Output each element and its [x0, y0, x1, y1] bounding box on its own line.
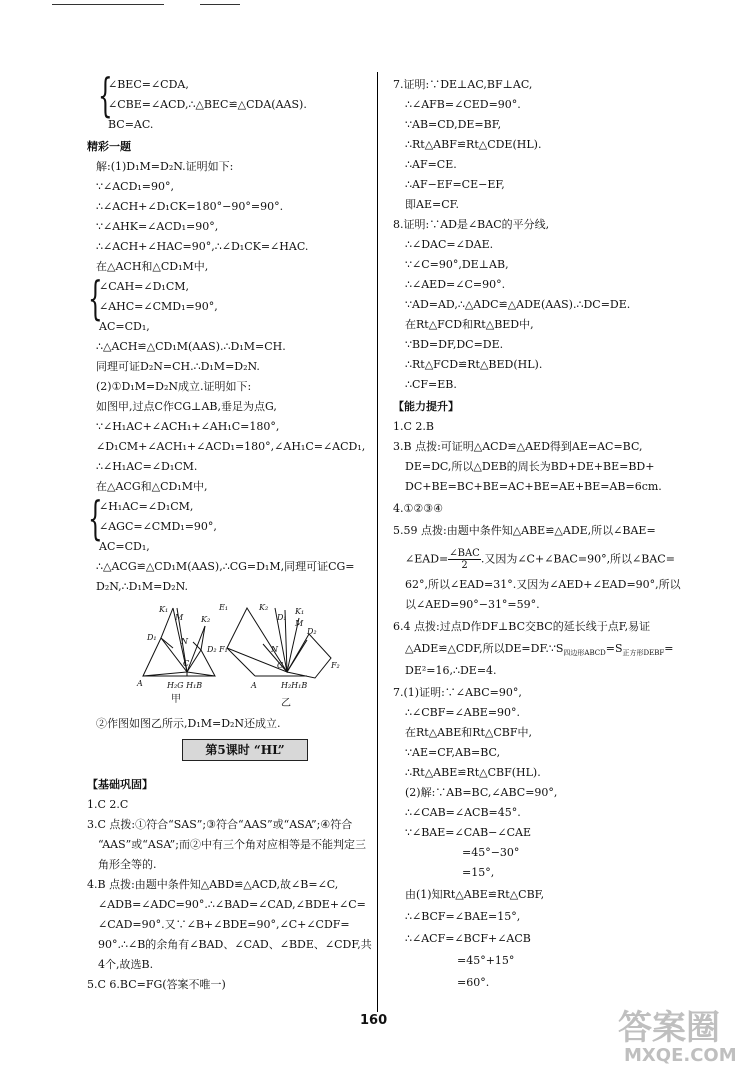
subscript: 四边形ABCD: [563, 649, 606, 658]
answer-line: ∴Rt△FCD≌Rt△BED(HL).: [405, 358, 543, 371]
answer-line: 90°.∴∠B的余角有∠BAD、∠CAD、∠BDE、∠CDF,共: [98, 938, 372, 951]
figure-label-jia: 甲: [171, 694, 181, 705]
text-line: ∴∠H₁AC=∠D₁CM.: [96, 460, 198, 473]
text-fragment: =: [664, 642, 674, 655]
text-line: ∵∠H₁AC+∠ACH₁+∠AH₁C=180°,: [96, 420, 280, 433]
text-line: ∵∠ACD₁=90°,: [96, 180, 175, 193]
column-divider: [377, 72, 378, 1012]
geometry-figures: [135, 598, 355, 710]
answer-line: ∵AD=AD,∴△ADC≌△ADE(AAS).∴DC=DE.: [405, 298, 631, 311]
answer-line: 7.证明:∵DE⊥AC,BF⊥AC,: [393, 78, 533, 91]
answer-line: 在Rt△ABE和Rt△CBF中,: [405, 726, 533, 739]
answer-line: ∴∠BCF=∠BAE=15°,: [405, 910, 521, 923]
section-heading: 【基础巩固】: [87, 778, 153, 791]
text-line: AC=CD₁,: [99, 540, 150, 553]
answer-line: ∴∠AFB=∠CED=90°.: [405, 98, 521, 111]
answer-line: =15°,: [462, 866, 495, 879]
answer-line: 即AE=CF.: [405, 198, 460, 211]
text-line: AC=CD₁,: [99, 320, 150, 333]
fraction: [448, 548, 481, 571]
answer-line: [405, 642, 673, 660]
answer-line: DE=DC,所以△DEB的周长为BD+DE+BE=BD+: [405, 460, 655, 473]
fraction-denominator: 2: [461, 560, 468, 571]
text-line: ∠D₁CM+∠ACH₁+∠ACD₁=180°,∠AH₁C=∠ACD₁,: [96, 440, 366, 453]
top-rule: [52, 4, 164, 5]
svg-text:H₂G H₁B: H₂G H₁B: [167, 681, 203, 690]
answer-line: 由(1)知Rt△ABE≌Rt△CBF,: [405, 888, 545, 901]
text-line: 在△ACH和△CD₁M中,: [96, 260, 209, 273]
page-number: 160: [360, 1013, 388, 1028]
answer-line: ∴∠ACF=∠BCF+∠ACB: [405, 932, 531, 945]
answer-line: 7.(1)证明:∵∠ABC=90°,: [393, 686, 522, 699]
answer-line: =60°.: [457, 976, 490, 989]
text-line: ∠H₁AC=∠D₁CM,: [99, 500, 194, 513]
answer-line: 62°,所以∠EAD=31°.又因为∠AED+∠EAD=90°,所以: [405, 578, 681, 591]
answer-line: ∴∠DAC=∠DAE.: [405, 238, 494, 251]
text-line: ∠CAH=∠D₁CM,: [99, 280, 190, 293]
svg-text:C: C: [183, 659, 190, 668]
svg-text:D₂: D₂: [307, 627, 317, 636]
answer-line: 在Rt△FCD和Rt△BED中,: [405, 318, 534, 331]
text-line: ∴△ACG≌△CD₁M(AAS),∴CG=D₁M,同理可证CG=: [96, 560, 355, 573]
answer-line: 1.C 2.C: [87, 798, 129, 811]
text-line: ②作图如图乙所示,D₁M=D₂N还成立.: [96, 717, 281, 730]
svg-text:A: A: [251, 681, 257, 690]
text-fragment: △ADE≌△CDF,所以DE=DF.∵S: [405, 642, 564, 655]
brace: {: [88, 491, 103, 545]
svg-text:E₁: E₁: [219, 603, 229, 612]
text-line: ∠BEC=∠CDA,: [108, 78, 189, 91]
text-line: ∠AGC=∠CMD₁=90°,: [99, 520, 217, 533]
answer-line: ∵BD=DF,DC=DE.: [405, 338, 504, 351]
svg-text:K₂: K₂: [201, 615, 211, 624]
section-heading: 精彩一题: [87, 140, 131, 153]
text-line: ∠AHC=∠CMD₁=90°,: [99, 300, 218, 313]
answer-line: ∴CF=EB.: [405, 378, 457, 391]
text-fragment: =S: [605, 642, 623, 655]
answer-line: ∴∠AED=∠C=90°.: [405, 278, 506, 291]
text-line: BC=AC.: [108, 118, 154, 131]
watermark-url: MXQE.COM: [624, 1045, 737, 1066]
text-line: D₂N,∴D₁M=D₂N.: [96, 580, 189, 593]
svg-text:H₂H₁B: H₂H₁B: [281, 681, 308, 690]
svg-text:D₁: D₁: [147, 633, 157, 642]
answer-line: 4.①②③④: [393, 502, 443, 515]
svg-text:M: M: [175, 613, 184, 622]
lesson-title: 第5课时 “HL”: [182, 739, 308, 761]
top-rule: [200, 4, 240, 5]
brace: {: [88, 271, 103, 325]
answer-line: 角形全等的.: [98, 858, 157, 871]
svg-text:D₂: D₂: [207, 645, 217, 654]
svg-text:F₁: F₁: [219, 645, 228, 654]
svg-text:M: M: [295, 619, 304, 628]
answer-line: ∠ADB=∠ADC=90°.∴∠BAD=∠CAD,∠BDE+∠C=: [98, 898, 366, 911]
text-line: 同理可证D₂N=CH.∴D₁M=D₂N.: [96, 360, 260, 373]
answer-line: 8.证明:∵AD是∠BAC的平分线,: [393, 218, 550, 231]
svg-text:K₂: K₂: [259, 603, 269, 612]
answer-line: ∴Rt△ABF≌Rt△CDE(HL).: [405, 138, 542, 151]
answer-line: [405, 548, 675, 571]
subscript: 正方形DEBF: [622, 649, 665, 658]
answer-line: 6.4 点拨:过点D作DF⊥BC交BC的延长线于点F,易证: [393, 620, 651, 633]
answer-line: ∴AF−EF=CE−EF,: [405, 178, 505, 191]
answer-line: “AAS”或“ASA”;而②中有三个角对应相等是不能判定三: [98, 838, 367, 851]
answer-line: ∵AB=CD,DE=BF,: [405, 118, 502, 131]
answer-line: ∴∠CAB=∠ACB=45°.: [405, 806, 521, 819]
text-line: ∴∠ACH+∠HAC=90°,∴∠D₁CK=∠HAC.: [96, 240, 309, 253]
answer-line: 4.B 点拨:由题中条件知△ABD≌△ACD,故∠B=∠C,: [87, 878, 339, 891]
svg-text:K₁: K₁: [295, 607, 305, 616]
text-line: ∴∠ACH+∠D₁CK=180°−90°=90°.: [96, 200, 284, 213]
watermark-logo: 答案圈: [618, 1008, 720, 1048]
answer-line: (2)解:∵AB=BC,∠ABC=90°,: [405, 786, 558, 799]
text-line: 在△ACG和△CD₁M中,: [96, 480, 208, 493]
svg-text:N: N: [181, 637, 188, 646]
answer-line: 以∠AED=90°−31°=59°.: [405, 598, 540, 611]
section-heading: 【能力提升】: [393, 400, 459, 413]
answer-line: 5.59 点拨:由题中条件知△ABE≌△ADE,所以∠BAE=: [393, 524, 656, 537]
svg-text:K₁: K₁: [159, 605, 169, 614]
text-line: 解:(1)D₁M=D₂N.证明如下:: [96, 160, 234, 173]
answer-line: ∵AE=CF,AB=BC,: [405, 746, 501, 759]
answer-line: ∵∠BAE=∠CAB−∠CAE: [405, 826, 531, 839]
answer-line: 3.C 点拨:①符合“SAS”;③符合“AAS”或“ASA”;④符合: [87, 818, 353, 831]
svg-text:D₁: D₁: [277, 613, 287, 622]
fraction-numerator: ∠BAC: [449, 548, 480, 559]
svg-text:N: N: [271, 645, 278, 654]
text-fragment: ∠EAD=: [405, 552, 449, 566]
answer-line: 5.C 6.BC=FG(答案不唯一): [87, 978, 226, 991]
text-line: 如图甲,过点C作CG⊥AB,垂足为点G,: [96, 400, 277, 413]
svg-text:C: C: [277, 661, 284, 670]
answer-line: ∵∠C=90°,DE⊥AB,: [405, 258, 509, 271]
answer-line: ∴Rt△ABE≌Rt△CBF(HL).: [405, 766, 541, 779]
svg-text:A: A: [137, 679, 143, 688]
text-fragment: .又因为∠C+∠BAC=90°,所以∠BAC=: [480, 552, 675, 566]
answer-line: 1.C 2.B: [393, 420, 434, 433]
text-line: ∠CBE=∠ACD,∴△BEC≌△CDA(AAS).: [108, 98, 307, 111]
text-line: ∵∠AHK=∠ACD₁=90°,: [96, 220, 219, 233]
answer-line: DC+BE=BC+BE=AC+BE=AE+BE=AB=6cm.: [405, 480, 662, 493]
answer-line: DE²=16,∴DE=4.: [405, 664, 497, 677]
answer-line: ∴AF=CE.: [405, 158, 457, 171]
brace: {: [98, 68, 113, 122]
answer-line: ∴∠CBF=∠ABE=90°.: [405, 706, 521, 719]
answer-line: =45°−30°: [462, 846, 520, 859]
answer-line: 4个,故选B.: [98, 958, 154, 971]
text-line: ∴△ACH≌△CD₁M(AAS).∴D₁M=CH.: [96, 340, 286, 353]
svg-text:F₂: F₂: [331, 661, 340, 670]
answer-line: =45°+15°: [457, 954, 515, 967]
answer-line: ∠CAD=90°.又∵∠B+∠BDE=90°,∠C+∠CDF=: [98, 918, 350, 931]
answer-line: 3.B 点拨:可证明△ACD≌△AED得到AE=AC=BC,: [393, 440, 643, 453]
text-line: (2)①D₁M=D₂N成立.证明如下:: [96, 380, 252, 393]
figure-label-yi: 乙: [281, 698, 291, 709]
